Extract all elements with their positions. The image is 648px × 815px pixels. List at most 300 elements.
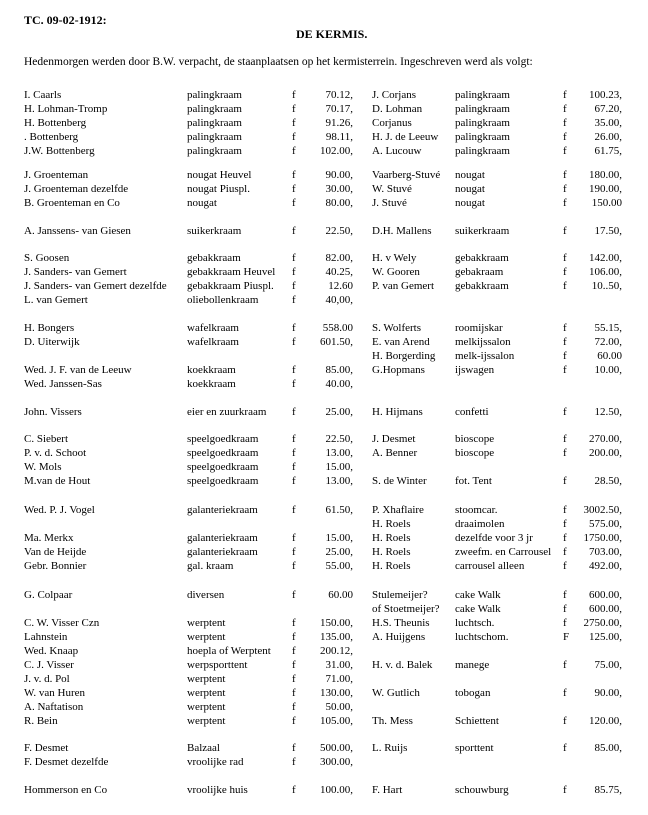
left-name: J. Groenteman	[24, 169, 89, 181]
right-name: G.Hopmans	[372, 364, 425, 376]
right-name: H. Borgerding	[372, 350, 436, 362]
right-amount: 150.00	[591, 197, 622, 209]
right-currency: f	[563, 183, 567, 195]
left-name: I. Caarls	[24, 89, 62, 101]
left-trade: galanteriekraam	[187, 504, 258, 516]
table-row	[0, 616, 648, 630]
right-amount: 190.00,	[589, 183, 622, 195]
right-amount: 125.00,	[589, 631, 622, 643]
right-currency: f	[563, 322, 567, 334]
left-amount: 71.00,	[325, 673, 353, 685]
table-row	[0, 349, 648, 363]
left-amount: 15.00,	[325, 532, 353, 544]
right-amount: 60.00	[597, 350, 622, 362]
table-row	[0, 517, 648, 531]
left-trade: oliebollenkraam	[187, 294, 259, 306]
table-row	[0, 265, 648, 279]
left-trade: nougat	[187, 197, 217, 209]
left-trade: werptent	[187, 701, 226, 713]
right-amount: 26.00,	[594, 131, 622, 143]
table-row	[0, 377, 648, 391]
right-name: H. J. de Leeuw	[372, 131, 439, 143]
left-currency: f	[292, 461, 296, 473]
table-row	[0, 686, 648, 700]
left-amount: 50.00,	[325, 701, 353, 713]
left-name: Wed. Knaap	[24, 645, 79, 657]
right-name: W. Gutlich	[372, 687, 420, 699]
right-amount: 35.00,	[594, 117, 622, 129]
right-trade: gebakkraam	[455, 252, 509, 264]
right-name: D.H. Mallens	[372, 225, 432, 237]
right-name: F. Hart	[372, 784, 403, 796]
right-trade: gebakkraam	[455, 280, 509, 292]
left-currency: f	[292, 406, 296, 418]
left-name: F. Desmet dezelfde	[24, 756, 109, 768]
right-trade: gebakraam	[455, 266, 504, 278]
left-amount: 558.00	[322, 322, 353, 334]
right-trade: palingkraam	[455, 103, 510, 115]
left-name: A. Janssens- van Giesen	[24, 225, 131, 237]
right-amount: 10.00,	[594, 364, 622, 376]
table-row	[0, 644, 648, 658]
left-amount: 70.17,	[325, 103, 353, 115]
left-name: J. Groenteman dezelfde	[24, 183, 129, 195]
left-trade: hoepla of Werptent	[187, 645, 271, 657]
left-trade: galanteriekraam	[187, 546, 258, 558]
left-amount: 40.25,	[325, 266, 353, 278]
right-trade: confetti	[455, 406, 489, 418]
left-name: J. v. d. Pol	[24, 673, 70, 685]
left-amount: 30.00,	[325, 183, 353, 195]
left-trade: werptent	[187, 715, 226, 727]
right-name: J. Corjans	[372, 89, 416, 101]
table-row	[0, 405, 648, 419]
right-name: Corjanus	[372, 117, 412, 129]
left-amount: 105.00,	[320, 715, 353, 727]
right-currency: f	[563, 145, 567, 157]
left-currency: f	[292, 532, 296, 544]
left-amount: 22.50,	[325, 225, 353, 237]
table-row	[0, 755, 648, 769]
left-trade: gal. kraam	[187, 560, 234, 572]
right-trade: stoomcar.	[455, 504, 498, 516]
left-trade: nougat Piuspl.	[187, 183, 250, 195]
right-amount: 61.75,	[594, 145, 622, 157]
table-row	[0, 224, 648, 238]
right-currency: f	[563, 406, 567, 418]
left-amount: 82.00,	[325, 252, 353, 264]
right-trade: carrousel alleen	[455, 560, 525, 572]
left-currency: f	[292, 560, 296, 572]
right-amount: 85.00,	[594, 742, 622, 754]
right-currency: f	[563, 546, 567, 558]
right-name: S. Wolferts	[372, 322, 422, 334]
left-amount: 91.26,	[325, 117, 353, 129]
right-name: H. Roels	[372, 532, 411, 544]
left-trade: palingkraam	[187, 103, 242, 115]
right-currency: f	[563, 336, 567, 348]
doc-title: DE KERMIS.	[296, 27, 368, 41]
left-name: H. Bottenberg	[24, 117, 87, 129]
left-name: C. W. Visser Czn	[24, 617, 100, 629]
right-currency: f	[563, 742, 567, 754]
left-amount: 60.00	[328, 589, 353, 601]
left-amount: 25.00,	[325, 546, 353, 558]
right-trade: palingkraam	[455, 117, 510, 129]
table-row	[0, 432, 648, 446]
right-currency: f	[563, 364, 567, 376]
left-trade: gebakkraam Piuspl.	[187, 280, 274, 292]
left-trade: speelgoedkraam	[187, 447, 259, 459]
right-currency: f	[563, 433, 567, 445]
right-trade: cake Walk	[455, 589, 501, 601]
right-trade: melkijssalon	[455, 336, 511, 348]
right-trade: roomijskar	[455, 322, 503, 334]
left-currency: f	[292, 117, 296, 129]
right-amount: 28.50,	[594, 475, 622, 487]
left-amount: 300.00,	[320, 756, 353, 768]
right-trade: palingkraam	[455, 145, 510, 157]
right-currency: f	[563, 475, 567, 487]
right-currency: f	[563, 131, 567, 143]
right-amount: 72.00,	[594, 336, 622, 348]
left-name: R. Bein	[24, 715, 58, 727]
left-name: Lahnstein	[24, 631, 68, 643]
left-currency: f	[292, 475, 296, 487]
right-trade: schouwburg	[455, 784, 509, 796]
right-trade: luchtsch.	[455, 617, 495, 629]
right-amount: 142.00,	[589, 252, 622, 264]
left-trade: koekkraam	[187, 378, 236, 390]
left-trade: werpsporttent	[187, 659, 248, 671]
left-name: F. Desmet	[24, 742, 69, 754]
left-currency: f	[292, 617, 296, 629]
right-currency: F	[563, 631, 570, 643]
left-amount: 98.11,	[325, 131, 353, 143]
right-amount: 200.00,	[589, 447, 622, 459]
right-amount: 3002.50,	[583, 504, 622, 516]
right-amount: 1750.00,	[583, 532, 622, 544]
right-name: Vaarberg-Stuvé	[372, 169, 441, 181]
left-trade: vroolijke huis	[187, 784, 248, 796]
table-row	[0, 88, 648, 102]
left-amount: 61.50,	[325, 504, 353, 516]
left-amount: 40,00,	[325, 294, 353, 306]
table-row	[0, 130, 648, 144]
right-amount: 600.00,	[589, 603, 622, 615]
right-name: A. Benner	[372, 447, 418, 459]
right-name: H.S. Theunis	[372, 617, 430, 629]
right-currency: f	[563, 447, 567, 459]
left-name: Van de Heijde	[24, 546, 87, 558]
left-trade: werptent	[187, 687, 226, 699]
left-currency: f	[292, 131, 296, 143]
table-row	[0, 279, 648, 293]
left-name: C. Siebert	[24, 433, 68, 445]
left-trade: werptent	[187, 673, 226, 685]
right-trade: draaimolen	[455, 518, 505, 530]
right-amount: 106.00,	[589, 266, 622, 278]
right-name: H. Roels	[372, 546, 411, 558]
left-currency: f	[292, 546, 296, 558]
left-trade: Balzaal	[187, 742, 220, 754]
right-trade: tobogan	[455, 687, 491, 699]
left-trade: wafelkraam	[187, 322, 239, 334]
right-currency: f	[563, 266, 567, 278]
left-amount: 100.00,	[320, 784, 353, 796]
table-row	[0, 251, 648, 265]
right-amount: 600.00,	[589, 589, 622, 601]
left-trade: speelgoedkraam	[187, 461, 259, 473]
right-currency: f	[563, 252, 567, 264]
table-row	[0, 559, 648, 573]
right-name: P. van Gemert	[372, 280, 435, 292]
left-currency: f	[292, 701, 296, 713]
table-row	[0, 446, 648, 460]
right-name: A. Lucouw	[372, 145, 422, 157]
right-currency: f	[563, 350, 567, 362]
left-currency: f	[292, 631, 296, 643]
left-amount: 150.00,	[320, 617, 353, 629]
left-name: J.W. Bottenberg	[24, 145, 95, 157]
left-trade: palingkraam	[187, 117, 242, 129]
table-row	[0, 196, 648, 210]
left-currency: f	[292, 378, 296, 390]
left-currency: f	[292, 103, 296, 115]
right-amount: 10..50,	[591, 280, 622, 292]
table-row	[0, 545, 648, 559]
right-currency: f	[563, 560, 567, 572]
right-currency: f	[563, 715, 567, 727]
left-amount: 31.00,	[325, 659, 353, 671]
right-trade: nougat	[455, 183, 485, 195]
left-trade: palingkraam	[187, 89, 242, 101]
right-trade: palingkraam	[455, 89, 510, 101]
right-amount: 2750.00,	[583, 617, 622, 629]
left-currency: f	[292, 589, 296, 601]
right-name: D. Lohman	[372, 103, 423, 115]
right-currency: f	[563, 117, 567, 129]
left-currency: f	[292, 659, 296, 671]
left-amount: 601.50,	[320, 336, 353, 348]
doc-reference: TC. 09-02-1912:	[24, 13, 107, 27]
left-name: H. Lohman-Tromp	[24, 103, 108, 115]
right-trade: nougat	[455, 169, 485, 181]
left-trade: vroolijke rad	[187, 756, 244, 768]
left-trade: speelgoedkraam	[187, 475, 259, 487]
right-name: P. Xhaflaire	[372, 504, 424, 516]
left-currency: f	[292, 756, 296, 768]
left-amount: 500.00,	[320, 742, 353, 754]
left-currency: f	[292, 252, 296, 264]
left-trade: suikerkraam	[187, 225, 242, 237]
left-amount: 80.00,	[325, 197, 353, 209]
left-currency: f	[292, 687, 296, 699]
left-amount: 15.00,	[325, 461, 353, 473]
right-currency: f	[563, 225, 567, 237]
right-amount: 75.00,	[594, 659, 622, 671]
table-row	[0, 700, 648, 714]
right-name: L. Ruijs	[372, 742, 408, 754]
left-name: W. Mols	[24, 461, 62, 473]
left-amount: 22.50,	[325, 433, 353, 445]
right-name: H. v. d. Balek	[372, 659, 433, 671]
table-row	[0, 293, 648, 307]
left-currency: f	[292, 145, 296, 157]
left-amount: 135.00,	[320, 631, 353, 643]
left-currency: f	[292, 504, 296, 516]
table-row	[0, 602, 648, 616]
left-name: John. Vissers	[24, 406, 82, 418]
left-name: Wed. P. J. Vogel	[24, 504, 95, 516]
left-currency: f	[292, 322, 296, 334]
left-name: W. van Huren	[24, 687, 85, 699]
left-name: C. J. Visser	[24, 659, 74, 671]
left-currency: f	[292, 715, 296, 727]
right-trade: ijswagen	[455, 364, 495, 376]
left-amount: 102.00,	[320, 145, 353, 157]
right-name: A. Huijgens	[372, 631, 426, 643]
right-amount: 55.15,	[594, 322, 622, 334]
right-name: J. Stuvé	[372, 197, 407, 209]
left-amount: 55.00,	[325, 560, 353, 572]
right-name: H. v Wely	[372, 252, 417, 264]
right-currency: f	[563, 504, 567, 516]
right-name: W. Gooren	[372, 266, 420, 278]
right-trade: sporttent	[455, 742, 494, 754]
left-name: D. Uiterwijk	[24, 336, 80, 348]
left-currency: f	[292, 266, 296, 278]
left-name: M.van de Hout	[24, 475, 91, 487]
left-currency: f	[292, 433, 296, 445]
left-name: Gebr. Bonnier	[24, 560, 87, 572]
left-name: S. Goosen	[24, 252, 70, 264]
right-name: H. Roels	[372, 560, 411, 572]
left-amount: 200.12,	[320, 645, 353, 657]
right-amount: 90.00,	[594, 687, 622, 699]
right-amount: 85.75,	[594, 784, 622, 796]
right-trade: cake Walk	[455, 603, 501, 615]
right-name: H. Roels	[372, 518, 411, 530]
table-row	[0, 168, 648, 182]
right-amount: 17.50,	[594, 225, 622, 237]
left-name: B. Groenteman en Co	[24, 197, 120, 209]
right-trade: fot. Tent	[455, 475, 492, 487]
left-currency: f	[292, 645, 296, 657]
right-name: of Stoetmeijer?	[372, 603, 440, 615]
left-amount: 90.00,	[325, 169, 353, 181]
right-trade: bioscope	[455, 433, 495, 445]
right-name: Th. Mess	[372, 715, 413, 727]
left-name: Wed. J. F. van de Leeuw	[24, 364, 132, 376]
left-trade: werptent	[187, 617, 226, 629]
right-trade: zweefm. en Carrousel	[455, 546, 552, 558]
right-amount: 703.00,	[589, 546, 622, 558]
right-currency: f	[563, 197, 567, 209]
right-trade: dezelfde voor 3 jr	[455, 532, 533, 544]
right-name: Stulemeijer?	[372, 589, 428, 601]
left-currency: f	[292, 784, 296, 796]
right-currency: f	[563, 603, 567, 615]
left-currency: f	[292, 742, 296, 754]
right-currency: f	[563, 687, 567, 699]
right-currency: f	[563, 103, 567, 115]
right-currency: f	[563, 169, 567, 181]
table-row	[0, 630, 648, 644]
table-row	[0, 783, 648, 797]
right-trade: bioscope	[455, 447, 495, 459]
right-amount: 492.00,	[589, 560, 622, 572]
left-amount: 13.00,	[325, 475, 353, 487]
left-amount: 85.00,	[325, 364, 353, 376]
left-name: J. Sanders- van Gemert dezelfde	[24, 280, 167, 292]
left-name: Wed. Janssen-Sas	[24, 378, 102, 390]
left-amount: 70.12,	[325, 89, 353, 101]
left-trade: nougat Heuvel	[187, 169, 252, 181]
table-row	[0, 503, 648, 517]
left-amount: 40.00,	[325, 378, 353, 390]
table-row	[0, 588, 648, 602]
table-row	[0, 741, 648, 755]
left-amount: 13.00,	[325, 447, 353, 459]
right-currency: f	[563, 659, 567, 671]
left-trade: werptent	[187, 631, 226, 643]
right-trade: luchtschom.	[455, 631, 509, 643]
table-row	[0, 363, 648, 377]
table-row	[0, 672, 648, 686]
table-row	[0, 460, 648, 474]
right-currency: f	[563, 617, 567, 629]
right-amount: 12.50,	[594, 406, 622, 418]
left-trade: wafelkraam	[187, 336, 239, 348]
right-currency: f	[563, 89, 567, 101]
left-amount: 130.00,	[320, 687, 353, 699]
left-trade: eier en zuurkraam	[187, 406, 267, 418]
right-trade: suikerkraam	[455, 225, 510, 237]
right-name: H. Hijmans	[372, 406, 423, 418]
left-name: . Bottenberg	[24, 131, 79, 143]
left-trade: palingkraam	[187, 145, 242, 157]
left-currency: f	[292, 169, 296, 181]
right-name: E. van Arend	[372, 336, 430, 348]
left-name: Ma. Merkx	[24, 532, 74, 544]
left-amount: 12.60	[328, 280, 353, 292]
table-row	[0, 335, 648, 349]
right-amount: 270.00,	[589, 433, 622, 445]
left-trade: koekkraam	[187, 364, 236, 376]
left-trade: galanteriekraam	[187, 532, 258, 544]
table-row	[0, 474, 648, 488]
left-currency: f	[292, 183, 296, 195]
table-row	[0, 116, 648, 130]
left-currency: f	[292, 197, 296, 209]
left-currency: f	[292, 336, 296, 348]
right-currency: f	[563, 518, 567, 530]
right-trade: nougat	[455, 197, 485, 209]
right-trade: manege	[455, 659, 490, 671]
right-amount: 67.20,	[594, 103, 622, 115]
right-amount: 180.00,	[589, 169, 622, 181]
intro-text: Hedenmorgen werden door B.W. verpacht, de staanplaatsen op het kermisterrein. Ingeschreven werd als volgt:	[24, 56, 533, 68]
table-row	[0, 531, 648, 545]
left-trade: diversen	[187, 589, 225, 601]
right-trade: palingkraam	[455, 131, 510, 143]
left-currency: f	[292, 89, 296, 101]
table-row	[0, 182, 648, 196]
left-trade: gebakkraam Heuvel	[187, 266, 276, 278]
table-row	[0, 658, 648, 672]
left-currency: f	[292, 447, 296, 459]
